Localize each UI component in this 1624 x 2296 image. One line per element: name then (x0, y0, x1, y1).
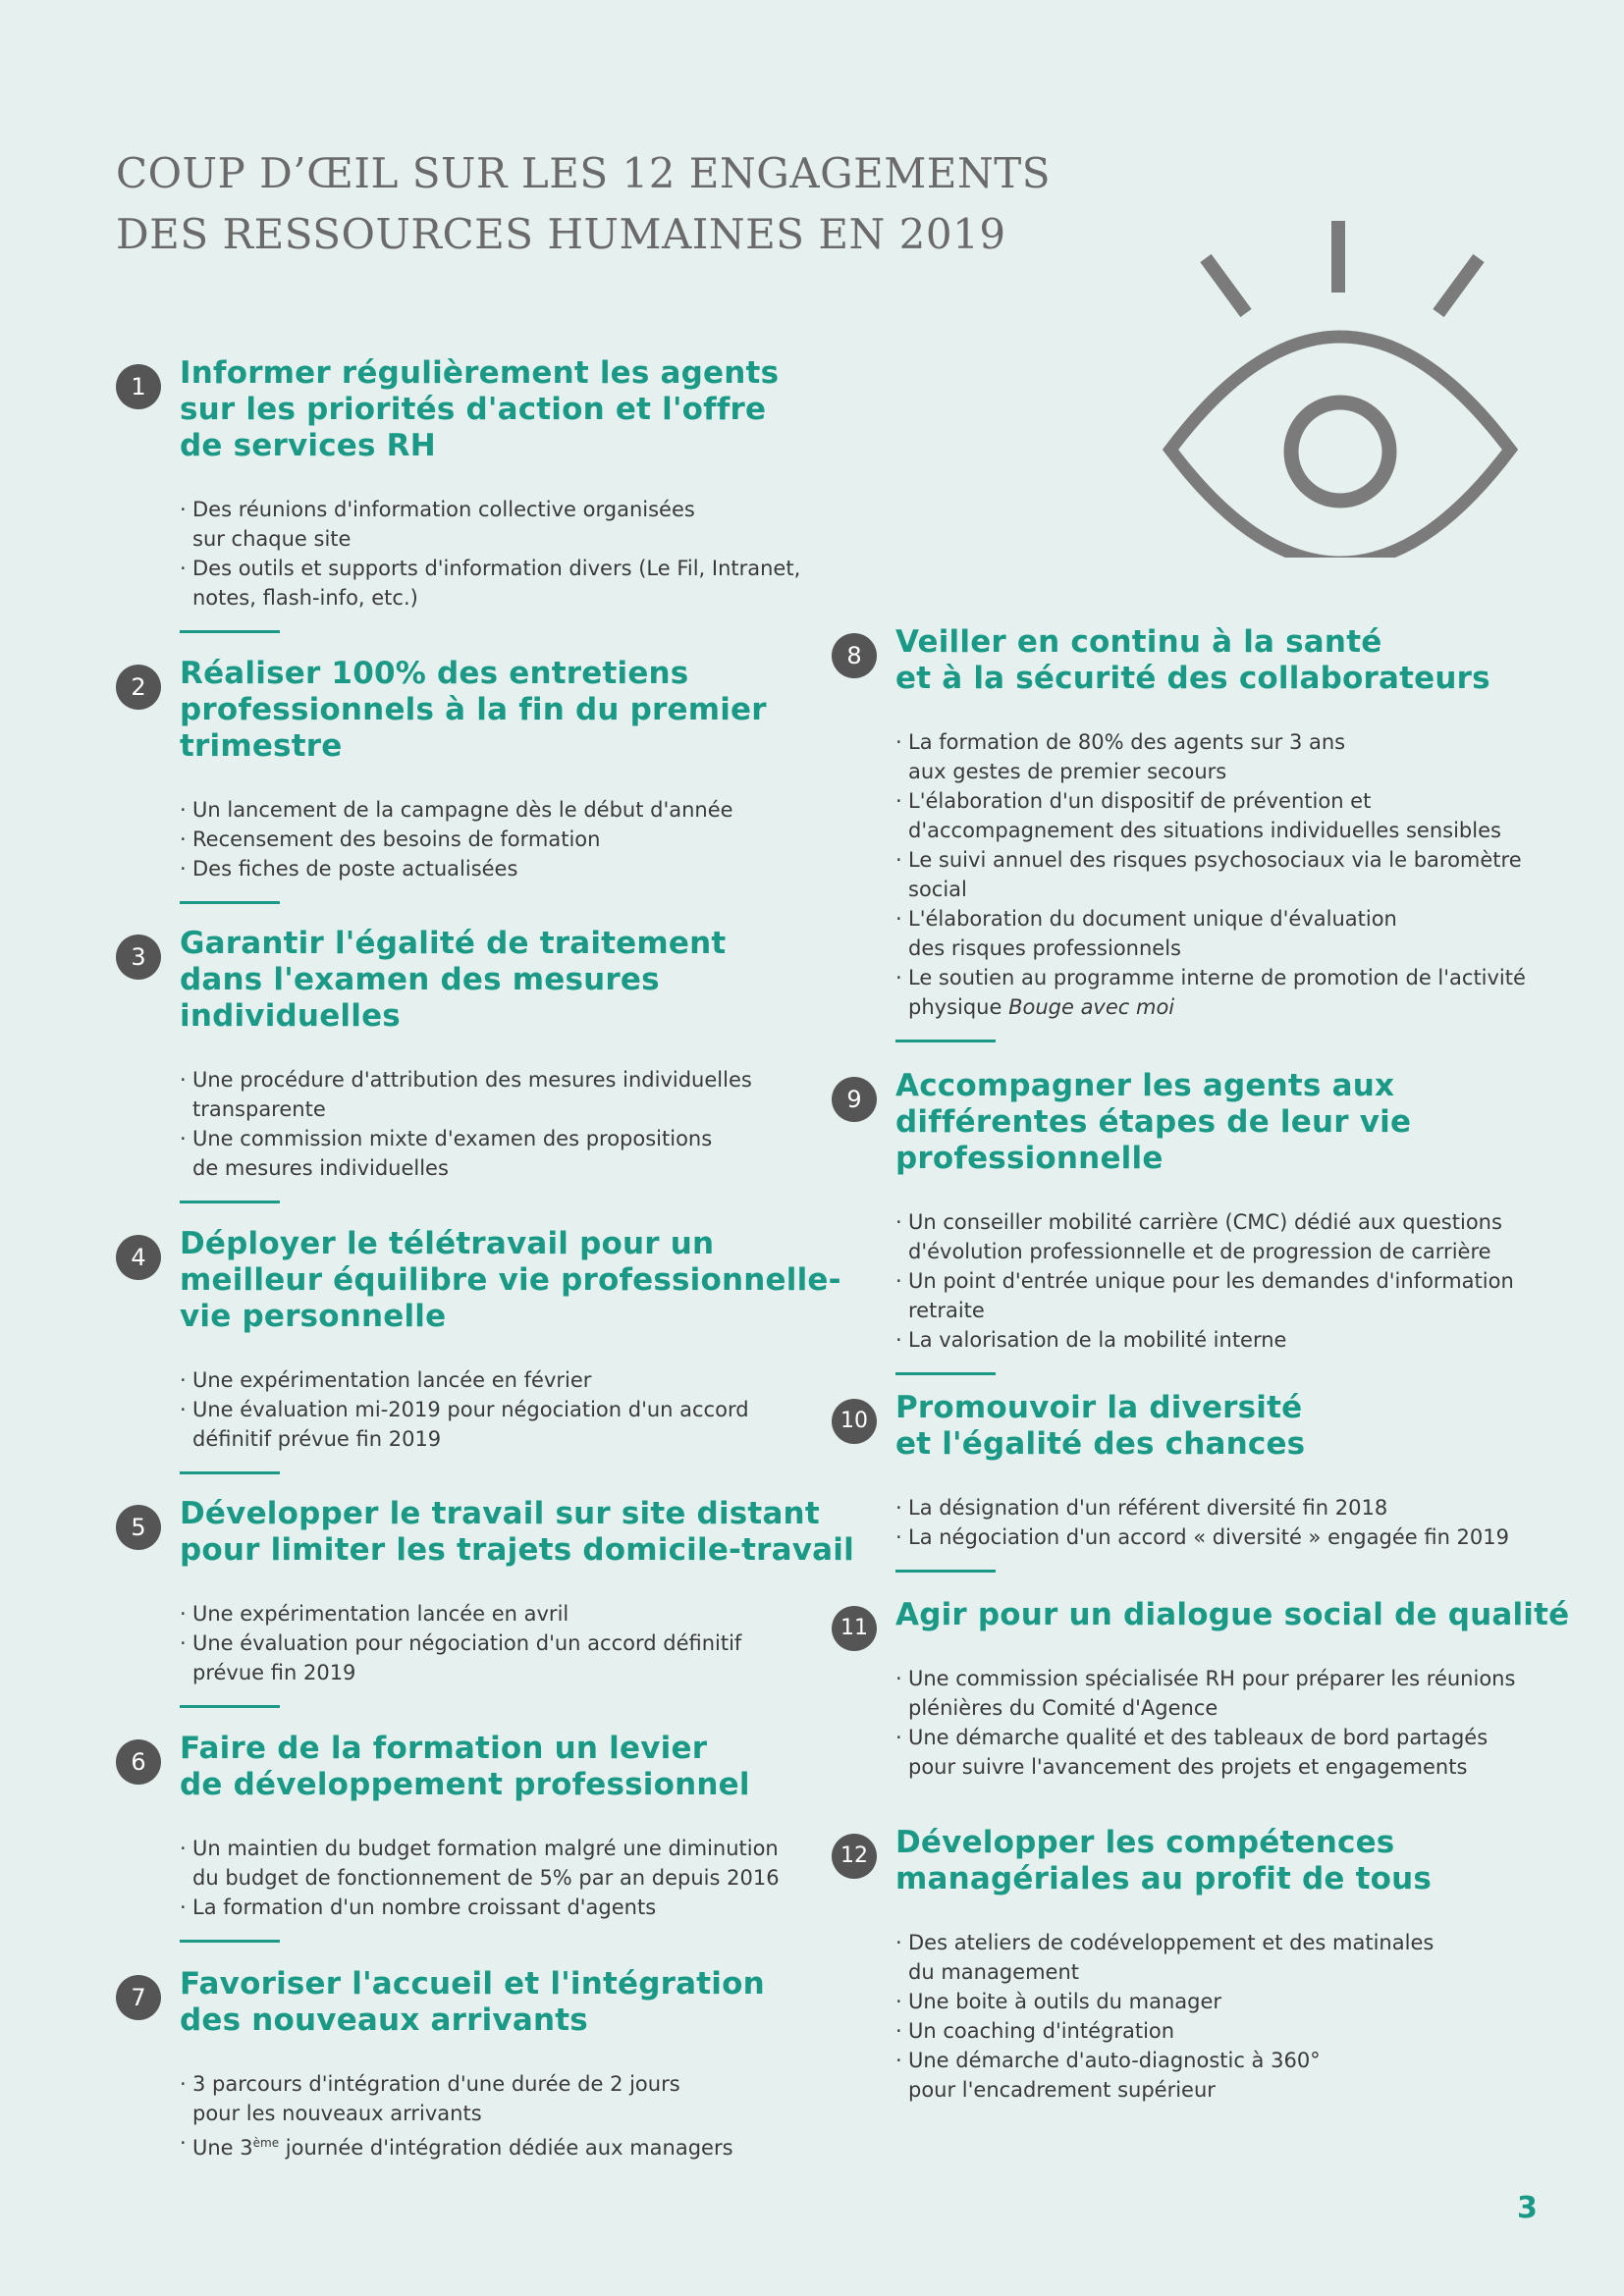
engagement-9 (832, 1068, 1519, 1375)
heading-line: Réaliser 100% des entretiens (180, 656, 689, 691)
bullet-item (895, 1723, 1519, 1782)
engagement-heading (180, 1966, 803, 2039)
bullet-item (180, 1834, 803, 1893)
bullet-line: · L'élaboration du document unique d'évaluation (908, 907, 1397, 931)
bullet-item (180, 2069, 803, 2128)
engagement-bullets (180, 495, 803, 613)
bullet-item (180, 2128, 803, 2163)
engagement-heading (895, 624, 1519, 697)
bullet-line: de mesures individuelles (192, 1156, 449, 1180)
bullet-line: aux gestes de premier secours (908, 760, 1227, 783)
bullet-line: pour l'encadrement supérieur (908, 2078, 1216, 2102)
section-divider (895, 1372, 996, 1375)
bullet-line: · La négociation d'un accord « diversité » engagée fin 2019 (908, 1525, 1510, 1549)
engagement-2 (116, 656, 803, 904)
heading-line: Promouvoir la diversité (895, 1390, 1303, 1425)
heading-line: professionnelle (895, 1141, 1164, 1176)
eye-icon (1159, 214, 1522, 558)
bullet-item (895, 845, 1522, 904)
engagement-bullets (895, 1207, 1519, 1355)
superscript: ème (252, 2136, 280, 2150)
heading-line: Garantir l'égalité de traitement (180, 926, 727, 961)
bullet-line: retraite (908, 1299, 985, 1322)
engagement-heading (180, 926, 803, 1035)
bullet-line: notes, flash-info, etc.) (192, 586, 418, 610)
engagement-bullets (895, 1928, 1519, 2105)
bullet-line: · Une procédure d'attribution des mesures individuelles (192, 1068, 752, 1092)
bullet-line: · Des outils et supports d'information divers (Le Fil, Intranet, (192, 557, 801, 580)
engagement-bullets (180, 1599, 803, 1687)
bullet-line: des risques professionnels (908, 936, 1181, 960)
bullet-line: sur chaque site (192, 527, 352, 551)
bullet-line: · L'élaboration d'un dispositif de prévention et (908, 789, 1372, 813)
engagement-bullets (895, 1664, 1519, 1782)
heading-line: managériales au profit de tous (895, 1861, 1433, 1896)
heading-line: Accompagner les agents aux (895, 1068, 1395, 1103)
heading-line: Faire de la formation un levier (180, 1731, 708, 1766)
heading-line: professionnels à la fin du premier (180, 692, 767, 727)
bullet-line: · Un maintien du budget formation malgré une diminution (192, 1837, 779, 1860)
engagement-8 (832, 624, 1526, 1042)
section-divider (180, 1705, 280, 1708)
engagement-heading (895, 1825, 1519, 1897)
heading-line: de services RH (180, 428, 436, 463)
bullet-text: physique (908, 995, 1009, 1019)
section-divider (180, 1201, 280, 1203)
heading-line: et l'égalité des chances (895, 1426, 1306, 1462)
engagement-4 (116, 1226, 841, 1474)
heading-line: Agir pour un dialogue social de qualité (895, 1597, 1570, 1632)
bullet-item (895, 1266, 1519, 1325)
heading-line: sur les priorités d'action et l'offre (180, 392, 767, 427)
section-divider (895, 1040, 996, 1042)
engagement-bullets (895, 1493, 1519, 1552)
engagement-1 (116, 355, 803, 633)
bullet-line: social (908, 878, 967, 901)
section-divider (180, 1471, 280, 1474)
engagement-heading (180, 1226, 841, 1335)
bullet-line: pour les nouveaux arrivants (192, 2102, 482, 2125)
engagement-number-badge: 2 (116, 665, 161, 710)
engagement-bullets (180, 1834, 803, 1922)
bullet-line: · 3 parcours d'intégration d'une durée de 2 jours (192, 2072, 680, 2096)
bullet-item (180, 1395, 803, 1454)
bullet-line: · Une commission spécialisée RH pour préparer les réunions (908, 1667, 1516, 1690)
heading-line: différentes étapes de leur vie (895, 1104, 1412, 1140)
bullet-item (895, 1493, 1519, 1522)
bullet-text: Une 3 (192, 2136, 253, 2160)
engagement-heading (895, 1597, 1570, 1633)
bullet-item (895, 727, 1519, 786)
bullet-line: du budget de fonctionnement de 5% par an depuis 2016 (192, 1866, 780, 1890)
bullet-item (895, 1987, 1519, 2016)
bullet-item (895, 1664, 1519, 1723)
bullet-line: transparente (192, 1097, 326, 1121)
engagement-number-badge: 1 (116, 364, 161, 409)
engagement-11 (832, 1597, 1570, 1782)
heading-line: pour limiter les trajets domicile-travail (180, 1532, 854, 1568)
bullet-line: définitif prévue fin 2019 (192, 1427, 442, 1451)
bullet-line: · Une boite à outils du manager (908, 1990, 1222, 2013)
heading-line: Déployer le télétravail pour un (180, 1226, 715, 1261)
bullet-line: plénières du Comité d'Agence (908, 1696, 1218, 1720)
bullet-item (895, 1928, 1519, 1987)
bullet-line: du management (908, 1960, 1079, 1984)
section-divider (180, 630, 280, 633)
bullet-line: pour suivre l'avancement des projets et engagements (908, 1755, 1468, 1779)
engagement-number-badge: 3 (116, 934, 161, 980)
heading-line: individuelles (180, 998, 401, 1034)
engagement-number-badge: 4 (116, 1235, 161, 1280)
bullet-line: · Un coaching d'intégration (908, 2019, 1175, 2043)
heading-line: Développer les compétences (895, 1825, 1395, 1860)
bullet-item (895, 2046, 1519, 2105)
engagement-number-badge: 12 (832, 1834, 877, 1879)
engagement-heading (180, 355, 803, 464)
engagement-heading (895, 1068, 1519, 1177)
heading-line: Informer régulièrement les agents (180, 355, 780, 391)
bullet-line (908, 992, 1519, 1022)
page-number: 3 (1517, 2191, 1538, 2225)
bullet-text: journée d'intégration dédiée aux managers (279, 2136, 733, 2160)
bullet-item (180, 1893, 803, 1922)
engagement-10 (832, 1390, 1519, 1573)
bullet-item (180, 825, 803, 854)
bullet-line: · La formation de 80% des agents sur 3 ans (908, 730, 1346, 754)
bullet-line: d'évolution professionnelle et de progression de carrière (908, 1240, 1491, 1263)
engagement-number-badge: 10 (832, 1399, 877, 1444)
heading-line: trimestre (180, 728, 343, 764)
engagement-bullets (180, 1065, 803, 1183)
bullet-line: · Des fiches de poste actualisées (192, 857, 518, 881)
bullet-line: · Des ateliers de codéveloppement et des matinales (908, 1931, 1435, 1954)
bullet-item (180, 1599, 803, 1629)
bullet-line: · La désignation d'un référent diversité fin 2018 (908, 1496, 1388, 1520)
bullet-line: · Un conseiller mobilité carrière (CMC) dédié aux questions (908, 1210, 1502, 1234)
bullet-line: · Des réunions d'information collective organisées (192, 498, 695, 521)
engagement-12 (832, 1825, 1519, 2105)
engagement-bullets (180, 795, 803, 883)
heading-line: Favoriser l'accueil et l'intégration (180, 1966, 765, 2002)
page-title (116, 143, 1051, 265)
page-title-line-1: COUP D’ŒIL SUR LES 12 ENGAGEMENTS (116, 149, 1052, 197)
bullet-line: · Une évaluation mi-2019 pour négociation d'un accord (192, 1398, 749, 1421)
bullet-line: · Un point d'entrée unique pour les demandes d'information (908, 1269, 1514, 1293)
engagement-number-badge: 9 (832, 1077, 877, 1122)
bullet-line: · Une évaluation pour négociation d'un accord définitif (192, 1631, 742, 1655)
bullet-item (895, 1207, 1519, 1266)
section-divider (180, 901, 280, 904)
bullet-line: d'accompagnement des situations individuelles sensibles (908, 819, 1501, 842)
heading-line: des nouveaux arrivants (180, 2002, 588, 2038)
bullet-line: · Une expérimentation lancée en février (192, 1368, 592, 1392)
bullet-item (895, 1325, 1519, 1355)
engagement-heading (895, 1390, 1519, 1463)
engagement-6 (116, 1731, 803, 1943)
heading-line: de développement professionnel (180, 1767, 750, 1802)
bullet-item (180, 1629, 803, 1687)
engagement-bullets (180, 1365, 803, 1454)
engagement-3 (116, 926, 803, 1203)
program-name: Bouge avec moi (1008, 995, 1175, 1019)
engagement-number-badge: 7 (116, 1975, 161, 2020)
engagement-number-badge: 8 (832, 633, 877, 678)
bullet-item (180, 1124, 803, 1183)
heading-line: Veiller en continu à la santé (895, 624, 1382, 660)
bullet-item (180, 795, 803, 825)
engagement-number-badge: 6 (116, 1739, 161, 1785)
bullet-line: · Le suivi annuel des risques psychosociaux via le baromètre (908, 848, 1522, 872)
bullet-item (895, 904, 1519, 963)
heading-line: Développer le travail sur site distant (180, 1496, 820, 1531)
engagement-bullets (180, 2069, 803, 2163)
bullet-line (192, 2128, 803, 2163)
engagement-heading (180, 1496, 854, 1569)
engagement-heading (180, 1731, 803, 1803)
bullet-line: · Une commission mixte d'examen des propositions (192, 1127, 713, 1150)
bullet-line: · La formation d'un nombre croissant d'agents (192, 1896, 657, 1919)
bullet-item (895, 1522, 1519, 1552)
bullet-line: · Une démarche d'auto-diagnostic à 360° (908, 2049, 1321, 2072)
bullet-item (180, 1065, 803, 1124)
bullet-line: · Le soutien au programme interne de promotion de l'activité (908, 966, 1526, 989)
engagement-heading (180, 656, 803, 765)
section-divider (180, 1940, 280, 1943)
heading-line: et à la sécurité des collaborateurs (895, 661, 1490, 696)
bullet-item (180, 1365, 803, 1395)
heading-line: vie personnelle (180, 1299, 447, 1334)
bullet-item (895, 786, 1519, 845)
engagement-number-badge: 5 (116, 1505, 161, 1550)
bullet-line: prévue fin 2019 (192, 1661, 356, 1684)
bullet-line: · Un lancement de la campagne dès le début d'année (192, 798, 733, 822)
engagement-number-badge: 11 (832, 1606, 877, 1651)
page-title-line-2: DES RESSOURCES HUMAINES EN 2019 (116, 210, 1006, 258)
bullet-item (180, 495, 803, 554)
bullet-item (180, 554, 803, 613)
engagement-bullets (895, 727, 1526, 1022)
bullet-item (895, 963, 1526, 1022)
section-divider (895, 1570, 996, 1573)
bullet-item (180, 854, 803, 883)
bullet-line: · Recensement des besoins de formation (192, 828, 601, 851)
heading-line: meilleur équilibre vie professionnelle- (180, 1262, 841, 1298)
bullet-line: · Une démarche qualité et des tableaux de bord partagés (908, 1726, 1489, 1749)
bullet-line: · Une expérimentation lancée en avril (192, 1602, 569, 1626)
bullet-line: · La valorisation de la mobilité interne (908, 1328, 1287, 1352)
bullet-item (895, 2016, 1519, 2046)
heading-line: dans l'examen des mesures (180, 962, 660, 997)
engagement-7 (116, 1966, 803, 2163)
